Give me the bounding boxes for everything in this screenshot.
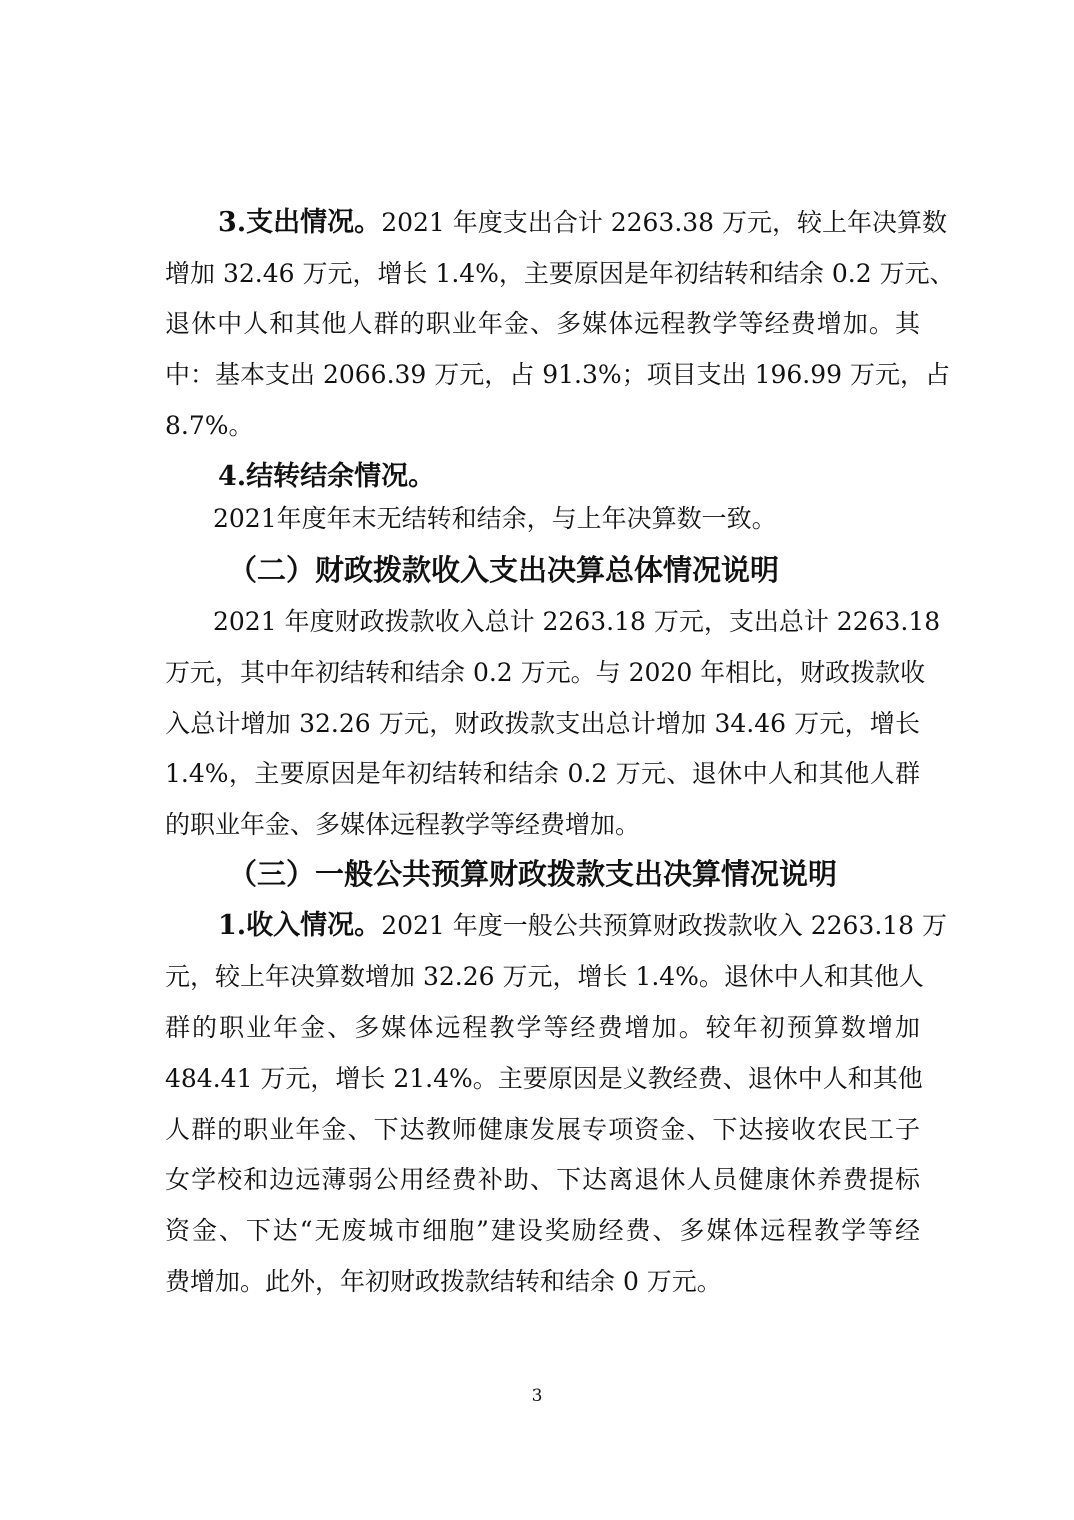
paragraph-line: 费增加。此外，年初财政拨款结转和结余 0 万元。 [165,1267,722,1296]
paragraph-line: 入总计增加 32.26 万元，财政拨款支出总计增加 34.46 万元，增长 [165,709,920,738]
paragraph-line: 的职业年金、多媒体远程教学等经费增加。 [165,810,641,839]
paragraph-line: 2021年度年末无结转和结余，与上年决算数一致。 [213,504,777,533]
page-number: 3 [531,1386,543,1406]
text: 2021 年度一般公共预算财政拨款收入 2263.18 万 [381,911,948,940]
section-heading: （三）一般公共预算财政拨款支出决算情况说明 [228,857,838,891]
paragraph-line: 2021 年度财政拨款收入总计 2263.18 万元，支出总计 2263.18 [213,607,941,636]
paragraph-line: 万元，其中年初结转和结余 0.2 万元。与 2020 年相比，财政拨款收 [165,658,926,687]
section-heading: 3.支出情况。 [218,207,382,238]
section-heading: 1.收入情况。 [218,910,382,941]
paragraph-line: 1.4%，主要原因是年初结转和结余 0.2 万元、退休中人和其他人群 [165,759,920,788]
paragraph-line: 8.7%。 [165,411,254,440]
paragraph-line: 人群的职业年金、下达教师健康发展专项资金、下达接收农民工子 [165,1115,920,1144]
paragraph-line: 484.41 万元，增长 21.4%。主要原因是义教经费、退休中人和其他 [165,1064,923,1093]
paragraph-line: 中：基本支出 2066.39 万元，占 91.3%；项目支出 196.99 万元，占 [165,360,951,389]
paragraph-line: 群的职业年金、多媒体远程教学等经费增加。较年初预算数增加 [165,1013,920,1042]
paragraph-line [218,197,948,248]
paragraph-line: 女学校和边远薄弱公用经费补助、下达离退休人员健康休养费提标 [165,1165,920,1194]
paragraph-line: 退休中人和其他人群的职业年金、多媒体远程教学等经费增加。其 [165,309,920,338]
section-heading: 4.结转结余情况。 [218,461,436,492]
paragraph-line: 增加 32.46 万元，增长 1.4%，主要原因是年初结转和结余 0.2 万元、 [165,259,955,288]
section-heading: （二）财政拨款收入支出决算总体情况说明 [228,553,780,587]
paragraph-line: 元，较上年决算数增加 32.26 万元，增长 1.4%。退休中人和其他人 [165,962,924,991]
paragraph-line [218,900,948,951]
text: 2021 年度支出合计 2263.38 万元，较上年决算数 [381,208,948,237]
paragraph-line: 资金、下达“无废城市细胞”建设奖励经费、多媒体远程教学等经 [165,1216,920,1245]
